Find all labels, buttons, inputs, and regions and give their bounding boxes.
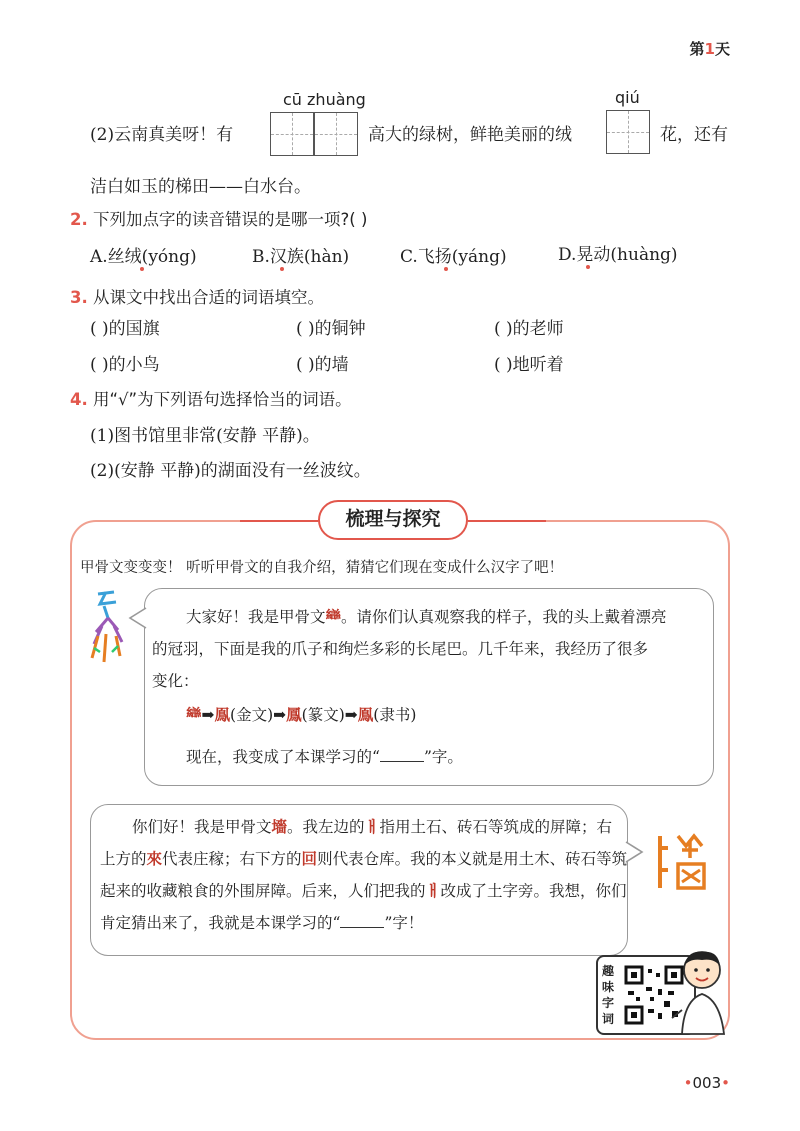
crop-glyph-icon: 來 <box>146 849 163 868</box>
question-2: 2. 下列加点字的读音错误的是哪一项?( ) <box>70 210 368 229</box>
q1-part2-line2: 洁白如玉的梯田——白水台。 <box>90 177 311 197</box>
q4-item-1[interactable]: (1)图书馆里非常(安静 平静)。 <box>90 426 320 446</box>
q3-blank-1[interactable]: ( )的国旗 <box>90 319 160 339</box>
oracle-glyph-icon: 墻 <box>271 817 288 836</box>
writing-box-1[interactable] <box>270 112 314 156</box>
bubble-tail-icon <box>128 606 148 630</box>
emphasis-dot <box>586 265 590 269</box>
q1-part2-end: 花，还有 <box>660 125 728 145</box>
story1-line3: 变化： <box>152 672 199 690</box>
question-3: 3. 从课文中找出合适的词语填空。 <box>70 288 324 307</box>
emphasis-dot <box>140 267 144 271</box>
oracle-glyph-icon: 龻 <box>186 705 202 724</box>
q1-part2-mid: 高大的绿树，鲜艳美丽的绒 <box>368 125 572 145</box>
emphasis-dot <box>280 267 284 271</box>
emphasis-dot <box>444 267 448 271</box>
section-intro: 甲骨文变变变！ 听听甲骨文的自我介绍，猜猜它们现在变成什么汉字了吧！ <box>80 560 564 576</box>
q3-blank-4[interactable]: ( )的小鸟 <box>90 355 160 375</box>
granary-glyph-icon: 回 <box>301 849 318 868</box>
bullet-icon: • <box>683 1074 693 1092</box>
q1-part2-label: (2)云南真美呀！有 <box>90 125 234 145</box>
qr-label: 趣味字词 <box>602 964 615 1026</box>
q2-option-c[interactable]: C.飞扬(yáng) <box>400 247 507 267</box>
page-number: •003• <box>683 1074 730 1092</box>
boy-mascot-icon <box>668 948 732 1036</box>
writing-box-2[interactable] <box>314 112 358 156</box>
oracle-wall-icon <box>652 830 712 894</box>
oracle-bird-icon <box>86 588 128 668</box>
q4-item-2[interactable]: (2)(安静 平静)的湖面没有一丝波纹。 <box>90 461 371 481</box>
answer-blank-2[interactable] <box>340 913 384 928</box>
pinyin-qiu: qiú <box>615 88 640 107</box>
section-title: 梳理与探究 <box>318 500 468 540</box>
story2-line2: 上方的來代表庄稼；右下方的回则代表仓库。我的本义就是用土木、砖石等筑 <box>100 849 628 868</box>
day-label: 第1天 <box>689 40 730 58</box>
title-wing-left <box>240 520 318 522</box>
question-4: 4. 用“√”为下列语句选择恰当的词语。 <box>70 390 352 409</box>
q2-option-b[interactable]: B.汉族(hàn) <box>252 247 350 267</box>
q3-blank-5[interactable]: ( )的墙 <box>296 355 349 375</box>
q3-blank-3[interactable]: ( )的老师 <box>494 319 564 339</box>
q2-option-d[interactable]: D.晃动(huàng) <box>558 245 678 265</box>
story2-line1: 你们好！我是甲骨文墻。我左边的ㅐ指用土石、砖石等筑成的屏障；右 <box>132 817 613 836</box>
bronze-glyph-icon: 鳯 <box>214 705 231 724</box>
answer-blank-1[interactable] <box>380 747 424 762</box>
arrow-right-icon: ➡ <box>344 706 358 724</box>
story1-line1: 大家好！我是甲骨文龻。请你们认真观察我的样子，我的头上戴着漂亮 <box>186 607 667 626</box>
evolution-row: 龻➡鳯(金文)➡鳳(篆文)➡鳯(隶书) <box>186 705 417 724</box>
bullet-icon: • <box>721 1074 730 1092</box>
title-wing-right <box>468 520 546 522</box>
arrow-right-icon: ➡ <box>201 706 215 724</box>
writing-box-3[interactable] <box>606 110 650 154</box>
clerical-glyph-icon: 鳯 <box>357 705 374 724</box>
story2-line4: 肯定猜出来了，我就是本课学习的“ ”字！ <box>100 914 424 932</box>
story2-line3: 起来的收藏粮食的外围屏障。后来，人们把我的ㅐ改成了土字旁。我想，你们 <box>100 881 627 900</box>
story1-line5: 现在，我变成了本课学习的“ ”字。 <box>186 748 463 766</box>
q3-blank-6[interactable]: ( )地听着 <box>494 355 564 375</box>
seal-glyph-icon: 鳳 <box>286 705 302 724</box>
oracle-component-icon: ㅐ <box>425 881 441 900</box>
q2-option-a[interactable]: A.丝绒(yóng) <box>90 247 197 267</box>
oracle-component-icon: ㅐ <box>364 817 380 836</box>
story1-line2: 的冠羽，下面是我的爪子和绚烂多彩的长尾巴。几千年来，我经历了很多 <box>152 640 649 658</box>
arrow-right-icon: ➡ <box>273 706 287 724</box>
pinyin-cuzhuang: cū zhuàng <box>283 90 366 109</box>
q3-blank-2[interactable]: ( )的铜钟 <box>296 319 366 339</box>
oracle-glyph-icon: 龻 <box>325 607 342 626</box>
